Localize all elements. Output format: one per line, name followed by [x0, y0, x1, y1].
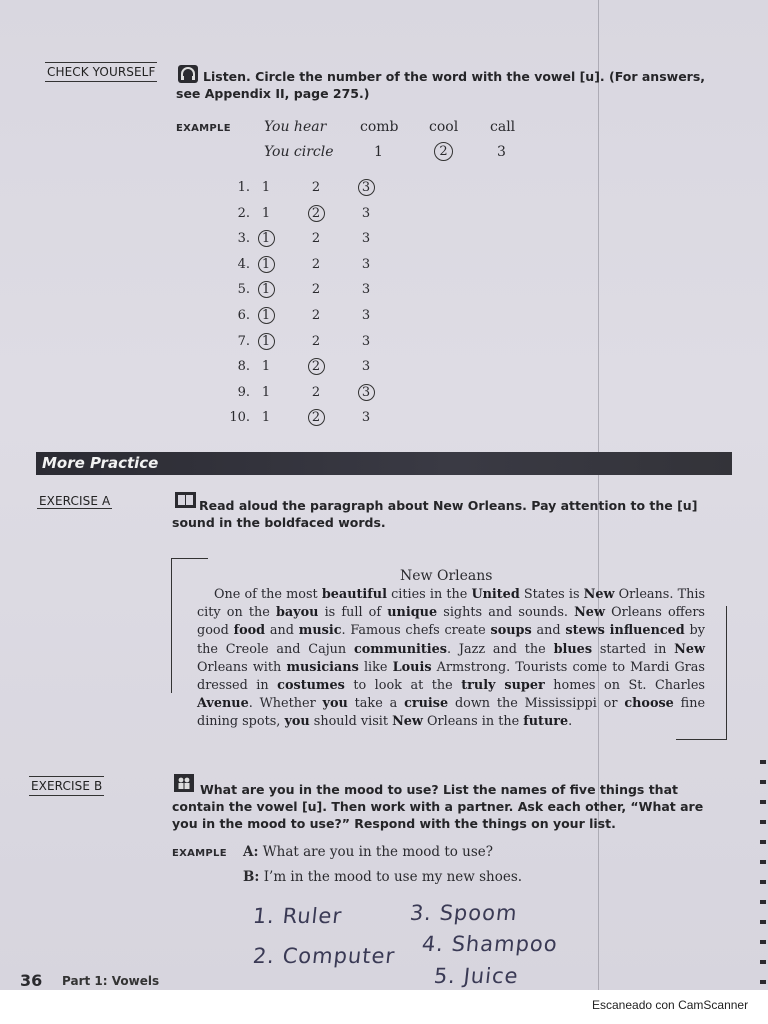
new-orleans-paragraph [197, 586, 705, 732]
text-run: sights and sounds. [437, 605, 575, 621]
circled-choice [356, 179, 376, 196]
choice-number: 2 [311, 282, 321, 298]
handwritten-item-3: 3. Spoom [408, 901, 519, 925]
bold-word: truly super [461, 678, 545, 694]
bold-word: Louis [392, 659, 432, 675]
handwritten-item-4: 4. Shampoo [420, 932, 559, 956]
circled-number: 3 [358, 384, 375, 401]
bold-word: you [322, 696, 348, 712]
bold-word: blues [553, 641, 593, 657]
dialog-b [243, 869, 522, 885]
page-number: 36 [20, 971, 43, 990]
circled-choice [256, 333, 276, 350]
example-label: EXAMPLE [176, 123, 231, 134]
choice-number: 2 [311, 308, 321, 323]
circled-choice [306, 358, 326, 375]
circled-number: 1 [258, 281, 275, 298]
example-number-2 [434, 142, 453, 161]
circled-choice [356, 384, 376, 401]
row-number: 5. [237, 282, 250, 298]
row-number: 1. [237, 180, 250, 195]
bold-word: New [392, 714, 423, 730]
text-run: to look at the [344, 678, 462, 694]
text-run: Orleans in the [422, 714, 524, 730]
check-yourself-label: CHECK YOURSELF [47, 65, 156, 79]
row-number: 3. [237, 231, 250, 247]
text-run: . Famous chefs create [341, 623, 491, 639]
row-number: 2. [237, 205, 250, 221]
row-number: 8. [237, 359, 250, 375]
text-run: and [531, 623, 566, 639]
circled-choice [306, 205, 326, 222]
example-word-1: comb [360, 119, 399, 135]
circled-choice [306, 409, 326, 426]
circled-number: 2 [308, 205, 325, 222]
bold-word: communities [353, 641, 447, 657]
choice-number: 2 [311, 180, 321, 195]
bold-word: beautiful [321, 587, 387, 602]
choice-number: 1 [261, 384, 271, 400]
exercise-a-label: EXERCISE A [39, 494, 111, 508]
choice-number: 3 [361, 231, 371, 247]
choice-number: 2 [311, 231, 321, 247]
bold-word: you [284, 714, 310, 730]
choice-number: 1 [261, 410, 271, 426]
circled-number: 1 [258, 307, 275, 324]
dialog-a-text: What are you in the mood to use? [262, 844, 494, 860]
dialog-b-text: I’m in the mood to use my new shoes. [263, 869, 523, 885]
example-number-3: 3 [497, 144, 506, 160]
choice-number: 3 [361, 410, 371, 426]
example-word-2: cool [429, 119, 459, 135]
choice-number: 3 [361, 205, 371, 221]
dialog-a-label: A: [243, 844, 259, 860]
bold-word: costumes [277, 678, 345, 694]
row-number: 7. [237, 333, 250, 349]
circled-number: 1 [258, 256, 275, 273]
binder-edge [760, 760, 766, 990]
text-run: States is [519, 587, 584, 602]
you-circle: You circle [264, 144, 334, 160]
text-run: and [265, 623, 299, 639]
row-number: 10. [229, 410, 250, 426]
row-number: 6. [237, 308, 250, 323]
text-run: Orleans offers good [197, 605, 705, 639]
bold-word: stews [565, 623, 605, 639]
text-run: Orleans. This city on the [197, 587, 706, 621]
circled-number: 3 [358, 179, 375, 196]
choice-number: 3 [361, 256, 371, 272]
circled-number: 2 [308, 358, 325, 375]
text-run: take a [347, 696, 405, 712]
handwritten-item-1: 1. Ruler [251, 904, 344, 928]
circled-choice [256, 281, 276, 298]
bold-word: music [298, 623, 342, 639]
bold-word: bayou [275, 605, 319, 621]
choice-number: 2 [311, 256, 321, 272]
more-practice-title: More Practice [42, 454, 159, 472]
circled-number: 1 [258, 230, 275, 247]
text-run: like [358, 659, 393, 675]
text-run: started in [592, 641, 675, 657]
paragraph-title: New Orleans [400, 568, 493, 584]
bold-word: choose [624, 696, 674, 712]
bold-word: influenced [609, 623, 685, 639]
bold-word: musicians [286, 659, 359, 675]
text-run: fine dining spots, [197, 696, 706, 730]
choice-number: 1 [261, 205, 271, 221]
text-run: should visit [309, 714, 393, 730]
circled-number: 1 [258, 333, 275, 350]
circled-choice [256, 230, 276, 247]
scanner-credit: Escaneado con CamScanner [592, 998, 749, 1012]
text-run: by the Creole and Cajun [197, 623, 705, 657]
bold-word: soups [490, 623, 532, 639]
text-run: cities in the [386, 587, 472, 602]
choice-number: 3 [361, 308, 371, 323]
circled-number: 2 [308, 409, 325, 426]
choice-number: 3 [361, 282, 371, 298]
choice-number: 2 [311, 333, 321, 349]
fold-line [598, 0, 599, 990]
bold-word: New [674, 641, 706, 657]
circled-choice [256, 307, 276, 324]
row-number: 9. [237, 384, 250, 400]
exercise-b-label: EXERCISE B [31, 779, 103, 793]
choice-number: 3 [361, 359, 371, 375]
example-number-1: 1 [374, 144, 383, 160]
row-number: 4. [237, 256, 250, 272]
example-word-3: call [490, 119, 516, 135]
bold-word: United [471, 587, 520, 602]
bold-word: cruise [404, 696, 449, 712]
more-practice-banner [36, 452, 732, 475]
check-yourself-instruction: Listen. Circle the number of the word with the vowel [u]. (For answers, see Appendix II, page 275.) [176, 69, 706, 101]
text-run: . Jazz and the [446, 641, 554, 657]
dialog-b-label: B: [243, 869, 260, 885]
handwritten-item-5: 5. Juice [432, 964, 520, 988]
bold-word: Avenue [197, 696, 249, 712]
text-run: Armstrong. Tourists come to Mardi Gras dressed in [197, 659, 705, 694]
bold-word: future [523, 714, 569, 730]
exercise-b-instruction: What are you in the mood to use? List the names of five things that contain the vowel [u]. Then work with a partner. Ask each other, “What are you in the mood to use?” Respond with the things on your list. [172, 782, 704, 831]
text-run: Orleans with [197, 659, 287, 675]
circled-choice [256, 256, 276, 273]
exercise-a-instruction: Read aloud the paragraph about New Orleans. Pay attention to the [u] sound in the boldfaced words. [172, 498, 698, 530]
bold-word: unique [387, 605, 438, 621]
dialog-a [243, 844, 493, 860]
text-run: is full of [318, 605, 388, 621]
you-hear: You hear [264, 119, 327, 135]
bold-word: New [583, 587, 615, 602]
exercise-b-example-label: EXAMPLE [172, 848, 227, 859]
choice-number: 2 [311, 384, 321, 400]
choice-number: 1 [261, 359, 271, 375]
text-run: . [568, 714, 573, 730]
choice-number: 1 [261, 180, 271, 195]
text-run: . Whether [248, 696, 323, 712]
choice-number: 3 [361, 333, 371, 349]
bold-word: food [233, 623, 266, 639]
text-run: down the Mississippi or [448, 696, 625, 712]
text-run: One of the most [214, 587, 322, 602]
handwritten-item-2: 2. Computer [251, 944, 397, 968]
bold-word: New [574, 605, 605, 621]
text-run: homes on St. Charles [544, 678, 705, 694]
example-circled-number: 2 [434, 142, 453, 161]
page-section: Part 1: Vowels [62, 974, 160, 988]
